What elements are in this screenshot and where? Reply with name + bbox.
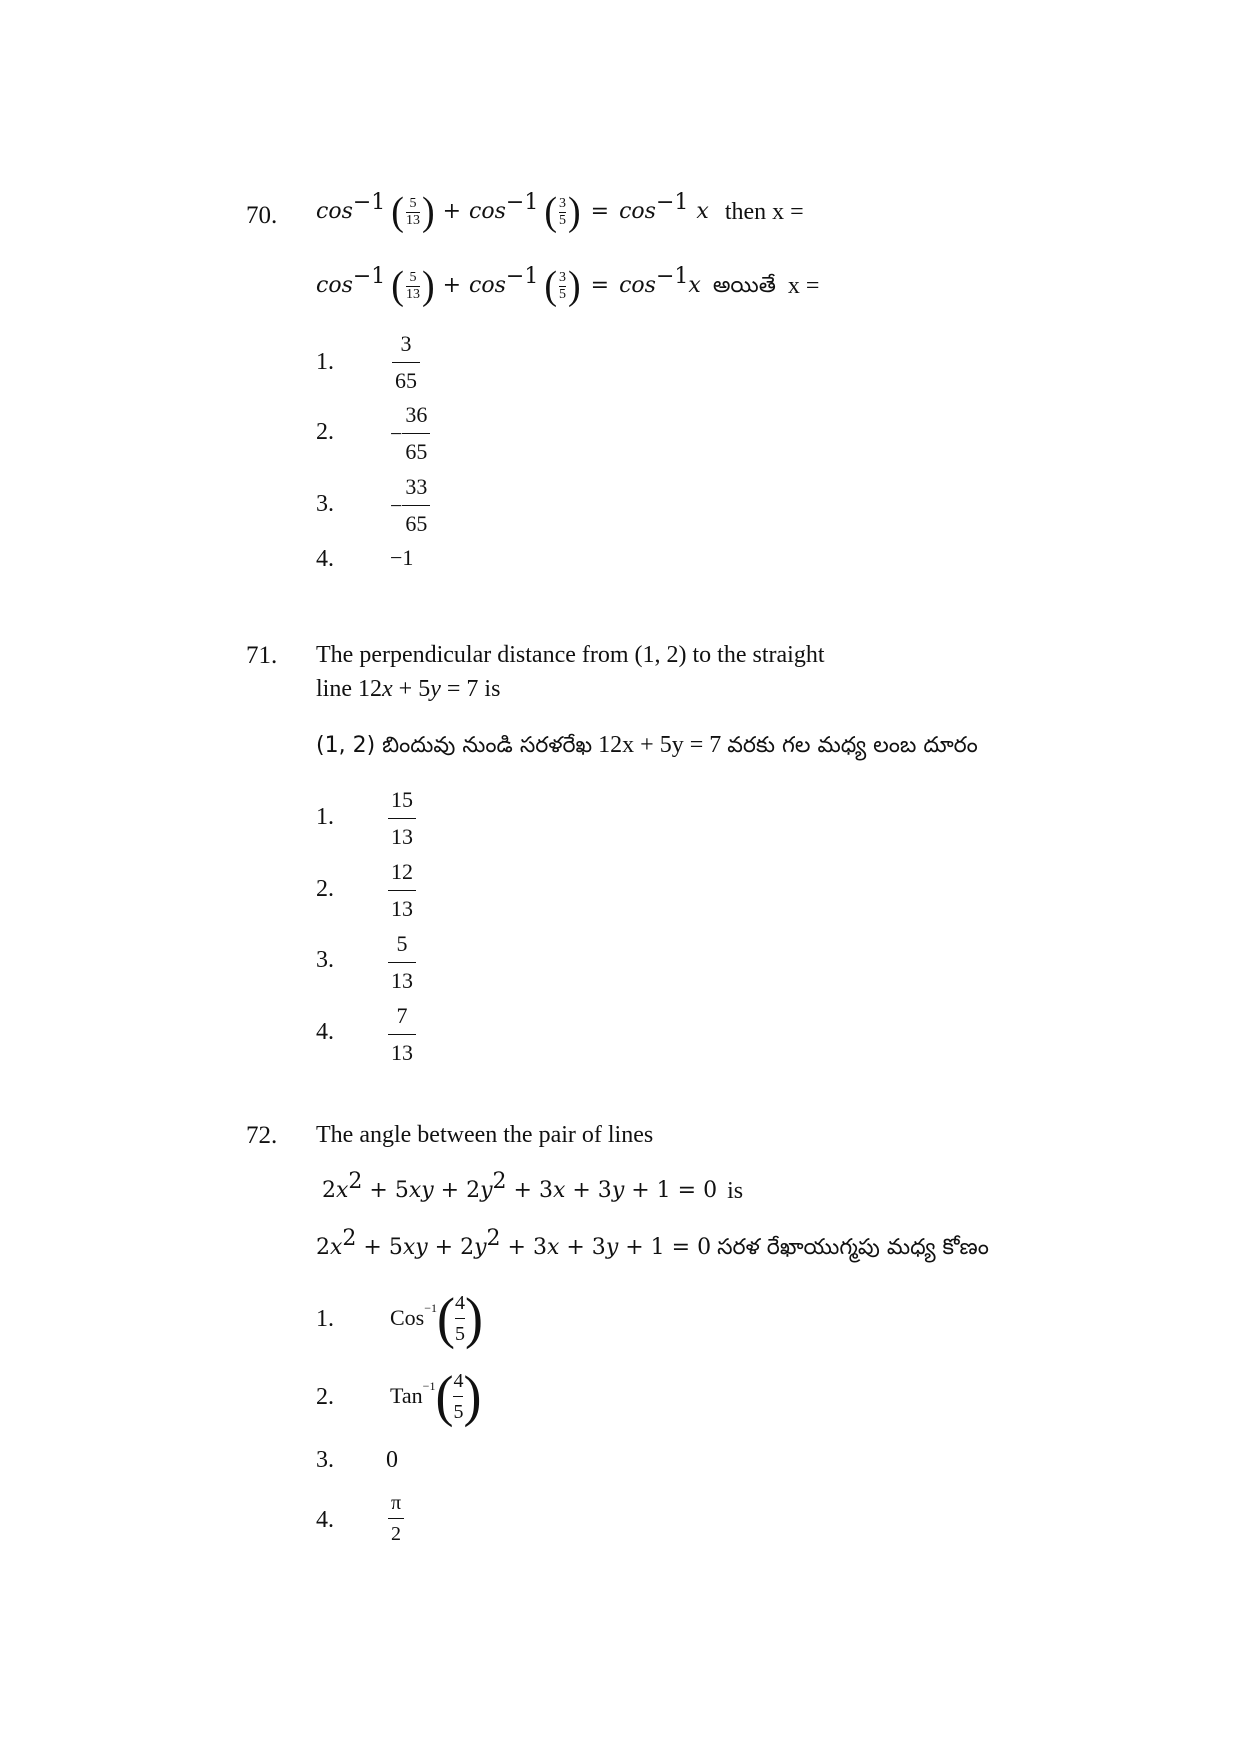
option-number: 3. — [316, 491, 334, 517]
fraction-denominator: 5 — [559, 212, 566, 228]
question-tail-text: then x = — [724, 199, 804, 225]
telugu-text: వరకు గల మధ్య లంబ దూరం — [727, 733, 978, 758]
fraction — [453, 1371, 463, 1422]
math-fn: cos — [619, 273, 656, 298]
small-fraction — [406, 197, 420, 228]
fraction-numerator: 3 — [400, 331, 412, 356]
math-term: + 3 — [559, 1235, 606, 1260]
math-term: + 1 = 0 — [618, 1235, 712, 1260]
question-71-english-line-1: The perpendicular distance from (1, 2) to the straight — [316, 642, 825, 668]
math-operator: + — [442, 199, 462, 224]
math-variable: y — [605, 1235, 619, 1260]
fraction-denominator: 13 — [391, 896, 413, 921]
math-exp: 2 — [492, 1169, 507, 1194]
fraction-denominator: 65 — [405, 511, 428, 536]
paren-open: ( — [544, 263, 557, 309]
question-71-telugu-line — [316, 733, 978, 757]
math-fn: cos — [316, 199, 353, 224]
question-number: 71. — [246, 642, 278, 669]
fraction — [388, 1493, 404, 1544]
fraction-denominator: 13 — [391, 968, 413, 993]
math-exp: −1 — [352, 190, 386, 215]
math-operator: = — [590, 273, 610, 298]
fraction — [402, 404, 430, 463]
option-answer[interactable] — [388, 1004, 416, 1064]
math-variable: x — [336, 1178, 349, 1203]
fraction-denominator: 5 — [455, 1322, 466, 1345]
option-number: 3. — [316, 947, 334, 973]
fraction-denominator: 13 — [391, 824, 413, 849]
fraction-denominator: 2 — [391, 1523, 402, 1545]
small-fraction — [406, 271, 420, 302]
option-answer[interactable]: 0 — [386, 1447, 398, 1473]
math-fn: Cos — [390, 1305, 425, 1330]
option-answer[interactable] — [388, 1490, 404, 1544]
math-variable: x — [552, 1178, 566, 1203]
fraction-numerator: 3 — [559, 269, 566, 285]
fraction-numerator: 12 — [391, 859, 413, 884]
fraction — [388, 861, 416, 920]
question-number: 70. — [246, 202, 278, 229]
question-70-english-equation — [316, 190, 804, 234]
paren-close: ) — [568, 263, 581, 309]
option-answer[interactable] — [388, 932, 416, 992]
math-exp: 2 — [348, 1169, 363, 1194]
math-term: + 3 — [500, 1235, 547, 1260]
fraction-denominator: 5 — [559, 286, 566, 302]
math-fn: cos — [469, 273, 506, 298]
paren-open: ( — [391, 189, 404, 235]
option-answer[interactable] — [390, 1288, 483, 1348]
math-variable: x — [382, 676, 393, 702]
option-number: 4. — [316, 546, 334, 572]
math-term: + 3 — [506, 1178, 553, 1203]
math-variable: x — [688, 273, 701, 298]
fraction-numerator: 5 — [396, 931, 408, 956]
fraction-denominator: 13 — [405, 212, 420, 228]
text: line 12 — [316, 676, 382, 702]
math-exp: −1 — [505, 190, 539, 215]
question-number: 72. — [246, 1122, 278, 1149]
text: + 5 — [392, 676, 431, 702]
option-number: 4. — [316, 1507, 334, 1533]
math-term: + 5 — [362, 1178, 409, 1203]
fraction-denominator: 65 — [395, 368, 417, 393]
fraction-numerator: 15 — [391, 787, 413, 812]
math-exp: −1 — [505, 264, 539, 289]
question-71-english-line-2 — [316, 677, 500, 701]
fraction — [388, 933, 416, 992]
math-variable: xy — [408, 1178, 434, 1203]
math-variable: y — [611, 1178, 625, 1203]
fraction — [392, 333, 420, 392]
option-answer[interactable] — [390, 476, 430, 535]
math-variable: y — [480, 1178, 493, 1203]
fraction-numerator: 4 — [453, 1369, 464, 1392]
question-72-english-line-1: The angle between the pair of lines — [316, 1122, 654, 1148]
fraction — [388, 789, 416, 848]
telugu-text: (1, 2) బిందువు నుండి సరళరేఖ — [316, 733, 593, 758]
paren-close: ) — [421, 263, 435, 309]
paren-open: ( — [437, 1286, 456, 1350]
option-number: 1. — [316, 1306, 334, 1332]
math-fn: cos — [316, 273, 353, 298]
paren-open: ( — [435, 1364, 454, 1428]
math-term: 2 — [322, 1178, 336, 1203]
option-number: 2. — [316, 419, 334, 445]
fraction-sign: − — [390, 492, 403, 518]
question-72-equation-english — [322, 1169, 744, 1208]
fraction-denominator: 13 — [391, 1040, 413, 1065]
text: = 7 is — [440, 676, 501, 702]
option-number: 1. — [316, 804, 334, 830]
fraction-denominator: 13 — [405, 286, 420, 302]
question-72-equation-telugu — [316, 1226, 989, 1265]
paren-close: ) — [568, 189, 581, 235]
option-number: 2. — [316, 876, 334, 902]
small-fraction — [559, 197, 566, 228]
math-operator: = — [590, 199, 610, 224]
option-answer[interactable]: −1 — [390, 545, 414, 570]
fraction-numerator: 5 — [409, 195, 417, 211]
option-number: 1. — [316, 349, 334, 375]
option-answer[interactable] — [388, 860, 416, 920]
fraction-denominator: 65 — [405, 439, 428, 464]
telugu-text: సరళ రేఖాయుగ్మపు మధ్య కోణం — [717, 1235, 989, 1260]
fraction-denominator: 5 — [453, 1400, 464, 1423]
question-tail-text: x = — [787, 273, 820, 299]
math-term: + 2 — [433, 1178, 481, 1203]
paren-close: ) — [465, 1286, 483, 1350]
fraction-numerator: 3 — [559, 195, 566, 211]
fraction-numerator: π — [391, 1492, 402, 1514]
paren-close: ) — [463, 1364, 482, 1428]
fraction-numerator: 5 — [409, 269, 417, 285]
fraction-numerator: 33 — [405, 474, 428, 499]
math-variable: y — [430, 676, 441, 702]
fraction — [402, 476, 430, 535]
math-term: 2 — [316, 1235, 330, 1260]
option-number: 4. — [316, 1019, 334, 1045]
option-answer[interactable] — [392, 332, 420, 392]
option-answer[interactable] — [390, 404, 430, 463]
math-variable: y — [474, 1235, 487, 1260]
fraction-numerator: 4 — [455, 1291, 466, 1314]
math-term: + 3 — [565, 1178, 612, 1203]
math-term: + 2 — [427, 1235, 475, 1260]
math-exp: −1 — [655, 264, 689, 289]
option-answer[interactable] — [390, 1366, 481, 1426]
fraction — [455, 1293, 465, 1344]
option-number: 2. — [316, 1384, 334, 1410]
paren-close: ) — [421, 189, 435, 235]
math-exp: −1 — [424, 1301, 438, 1315]
question-tail-text: is — [727, 1178, 744, 1204]
math-variable: x — [330, 1235, 343, 1260]
fraction-sign: − — [390, 420, 403, 446]
small-fraction — [559, 271, 566, 302]
math-variable: xy — [402, 1235, 428, 1260]
paren-open: ( — [391, 263, 404, 309]
math-exp: −1 — [655, 190, 689, 215]
math-exp: −1 — [352, 264, 386, 289]
math-term: + 1 = 0 — [624, 1178, 718, 1203]
math-variable: x — [546, 1235, 560, 1260]
math-exp: 2 — [486, 1226, 501, 1251]
fraction-numerator: 36 — [405, 402, 428, 427]
fraction-numerator: 7 — [396, 1003, 408, 1028]
fraction — [388, 1005, 416, 1064]
option-answer[interactable] — [388, 788, 416, 848]
equation-text: 12x + 5y = 7 — [592, 732, 728, 758]
math-variable: x — [696, 199, 709, 224]
paren-open: ( — [544, 189, 557, 235]
math-operator: + — [442, 273, 462, 298]
question-70-telugu-equation — [316, 264, 819, 308]
math-exp: 2 — [342, 1226, 357, 1251]
math-fn: cos — [619, 199, 656, 224]
option-number: 3. — [316, 1447, 334, 1473]
math-fn: cos — [469, 199, 506, 224]
math-term: + 5 — [356, 1235, 403, 1260]
math-exp: −1 — [422, 1379, 436, 1393]
telugu-word: అయితే — [712, 273, 776, 298]
math-fn: Tan — [390, 1383, 423, 1408]
